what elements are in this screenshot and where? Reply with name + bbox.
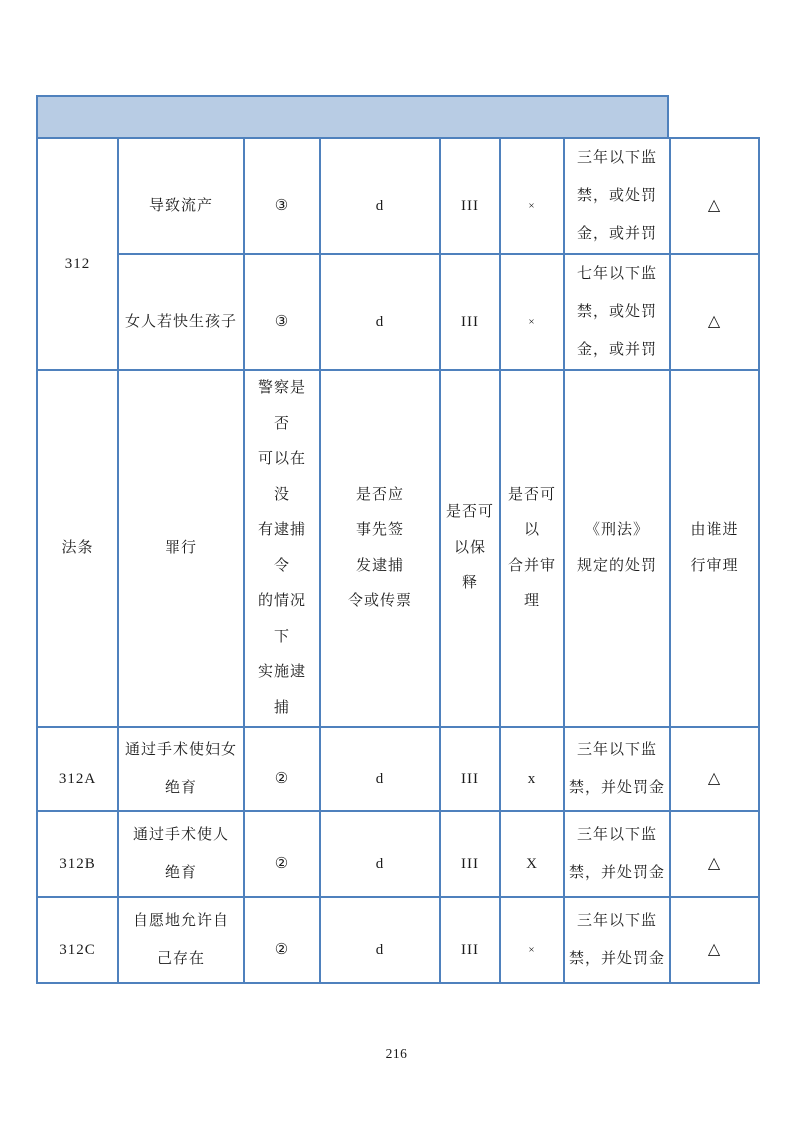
cross-mark: × <box>528 944 536 956</box>
table-row <box>37 727 759 811</box>
circled-number: ③ <box>274 198 290 214</box>
cell-crime: 女人若快生孩子 <box>118 254 244 370</box>
cell-arrest <box>244 138 320 254</box>
cell-joint-trial <box>500 811 564 897</box>
article-label: 312 <box>64 256 91 272</box>
cell-arrest <box>244 811 320 897</box>
cell-bail: III <box>440 254 500 370</box>
header-cell-arrest: 警察是 否 可以在 没 有逮捕 令 的情况 下 实施逮 捕 <box>244 370 320 727</box>
cross-mark: × <box>528 200 536 212</box>
cell-court <box>670 811 759 897</box>
cell-bail: III <box>440 727 500 811</box>
cell-crime: 通过手术使妇女 绝育 <box>118 727 244 811</box>
cell-joint-trial <box>500 727 564 811</box>
cell-punishment: 三年以下监 禁，并处罚金 <box>564 897 670 983</box>
page-number: 216 <box>385 1046 408 1061</box>
header-cell-bail: 是否可 以保 释 <box>440 370 500 727</box>
law-table <box>36 137 760 984</box>
cell-crime: 通过手术使人 绝育 <box>118 811 244 897</box>
cell-bail: III <box>440 897 500 983</box>
cell-bail: III <box>440 138 500 254</box>
header-cell-court: 由谁进 行审理 <box>670 370 759 727</box>
cell-warrant: d <box>320 811 440 897</box>
circled-number: ② <box>274 942 290 958</box>
cross-mark: × <box>528 316 536 328</box>
triangle-mark: △ <box>707 313 722 330</box>
cross-mark: X <box>526 856 538 872</box>
circled-number: ② <box>274 856 290 872</box>
cell-punishment: 三年以下监 禁，并处罚金 <box>564 727 670 811</box>
table-row <box>37 254 759 370</box>
cell-punishment: 七年以下监 禁，或处罚 金，或并罚 <box>564 254 670 370</box>
header-cell-punishment: 《刑法》 规定的处罚 <box>564 370 670 727</box>
header-cell-joint-trial: 是否可 以 合并审 理 <box>500 370 564 727</box>
cell-warrant: d <box>320 138 440 254</box>
cross-mark: x <box>527 771 537 787</box>
table-row <box>37 897 759 983</box>
article-label: 312B <box>59 856 96 872</box>
cell-warrant: d <box>320 897 440 983</box>
cell-punishment: 三年以下监 禁，并处罚金 <box>564 811 670 897</box>
triangle-mark: △ <box>707 197 722 214</box>
article-label: 312C <box>59 942 96 958</box>
cell-crime: 导致流产 <box>118 138 244 254</box>
header-cell-warrant: 是否应 事先签 发逮捕 令或传票 <box>320 370 440 727</box>
triangle-mark: △ <box>707 941 722 958</box>
table-row <box>37 811 759 897</box>
cell-warrant: d <box>320 727 440 811</box>
circled-number: ③ <box>274 314 290 330</box>
circled-number: ② <box>274 771 290 787</box>
cell-joint-trial <box>500 138 564 254</box>
table-header-row <box>37 370 759 727</box>
cell-court <box>670 727 759 811</box>
cell-article <box>37 138 118 370</box>
table-row <box>37 138 759 254</box>
cell-court <box>670 138 759 254</box>
triangle-mark: △ <box>707 855 722 872</box>
cell-arrest <box>244 254 320 370</box>
cell-article <box>37 897 118 983</box>
cell-arrest <box>244 727 320 811</box>
cell-article <box>37 727 118 811</box>
header-cell-article: 法条 <box>37 370 118 727</box>
cell-joint-trial <box>500 897 564 983</box>
cell-joint-trial <box>500 254 564 370</box>
cell-bail: III <box>440 811 500 897</box>
cell-court <box>670 897 759 983</box>
cell-warrant: d <box>320 254 440 370</box>
article-label: 312A <box>58 771 97 787</box>
cell-court <box>670 254 759 370</box>
table-title-bar <box>36 95 669 139</box>
cell-article <box>37 811 118 897</box>
cell-arrest <box>244 897 320 983</box>
header-cell-crime: 罪行 <box>118 370 244 727</box>
triangle-mark: △ <box>707 770 722 787</box>
cell-crime: 自愿地允许自 己存在 <box>118 897 244 983</box>
cell-punishment: 三年以下监 禁，或处罚 金，或并罚 <box>564 138 670 254</box>
